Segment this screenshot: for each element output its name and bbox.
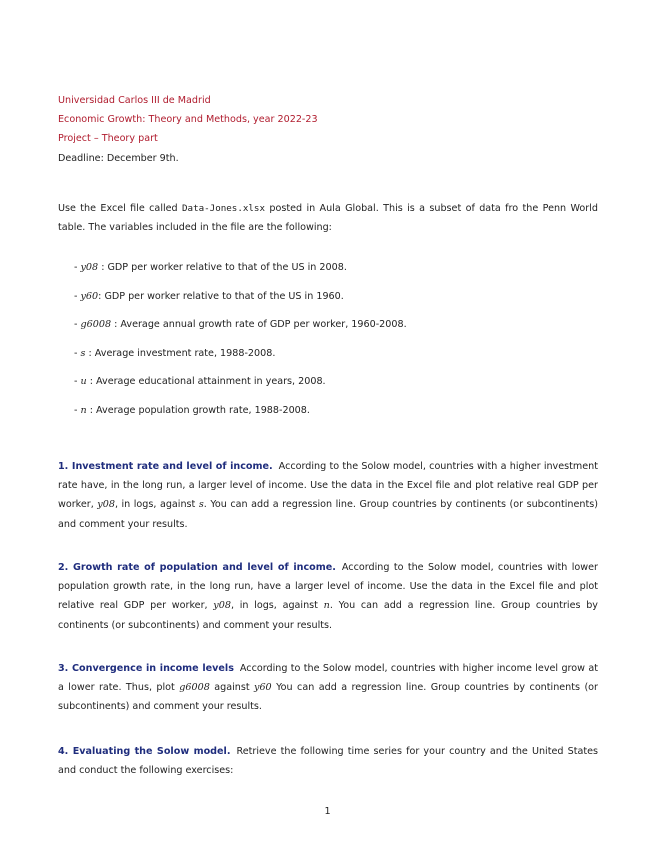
- variable-list: [74, 258, 574, 429]
- section-2: 2. Growth rate of population and level of income. According to the Solow model, countries with lower population growth rate, in the long run, have a larger level of income. Use the data in the Excel file and plot relative real GDP per worker, y08, in logs, against n. You can add a regression line. Group countries by continents (or subcontinents) and comment your results.: [58, 562, 598, 631]
- section-title: 1. Investment rate and level of income.: [58, 461, 273, 472]
- section-title: 4. Evaluating the Solow model.: [58, 746, 231, 757]
- section-4: 4. Evaluating the Solow model. Retrieve the following time series for your country and the United States and conduct the following exercises:: [58, 746, 598, 777]
- list-item: - y60: GDP per worker relative to that of the US in 1960.: [74, 290, 344, 302]
- list-item: - g6008 : Average annual growth rate of GDP per worker, 1960-2008.: [74, 319, 407, 330]
- page-number: 1: [324, 806, 331, 817]
- intro-paragraph: Use the Excel file called Data-Jones.xlsx posted in Aula Global. This is a subset of data fro the Penn World table. The variables included in the file are the following:: [58, 203, 598, 234]
- list-item: - y08 : GDP per worker relative to that of the US in 2008.: [74, 262, 347, 273]
- document-header: [58, 91, 598, 168]
- course-title: Economic Growth: Theory and Methods, year 2022-23: [58, 114, 318, 126]
- university-name: Universidad Carlos III de Madrid: [58, 95, 211, 106]
- section-title: 3. Convergence in income levels: [58, 663, 234, 674]
- list-item: - u : Average educational attainment in years, 2008.: [74, 376, 326, 387]
- excel-filename: Data-Jones.xlsx: [182, 203, 265, 214]
- section-1: 1. Investment rate and level of income. According to the Solow model, countries with a higher investment rate have, in the long run, a larger level of income. Use the data in the Excel file and plot relative real GDP per worker, y08, in logs, against s. You can add a regression line. Group countries by continents (or subcontinents) and comment your results.: [58, 461, 598, 530]
- list-item: - s : Average investment rate, 1988-2008.: [74, 347, 276, 359]
- deadline: Deadline: December 9th.: [58, 152, 179, 164]
- list-item: - n : Average population growth rate, 1988-2008.: [74, 404, 310, 416]
- project-title: Project – Theory part: [58, 133, 158, 145]
- section-title: 2. Growth rate of population and level of income.: [58, 562, 336, 573]
- section-3: 3. Convergence in income levels According to the Solow model, countries with higher income level grow at a lower rate. Thus, plot g6008 against y60 You can add a regression line. Group countries by continents (or subcontinents) and comment your results.: [58, 663, 598, 713]
